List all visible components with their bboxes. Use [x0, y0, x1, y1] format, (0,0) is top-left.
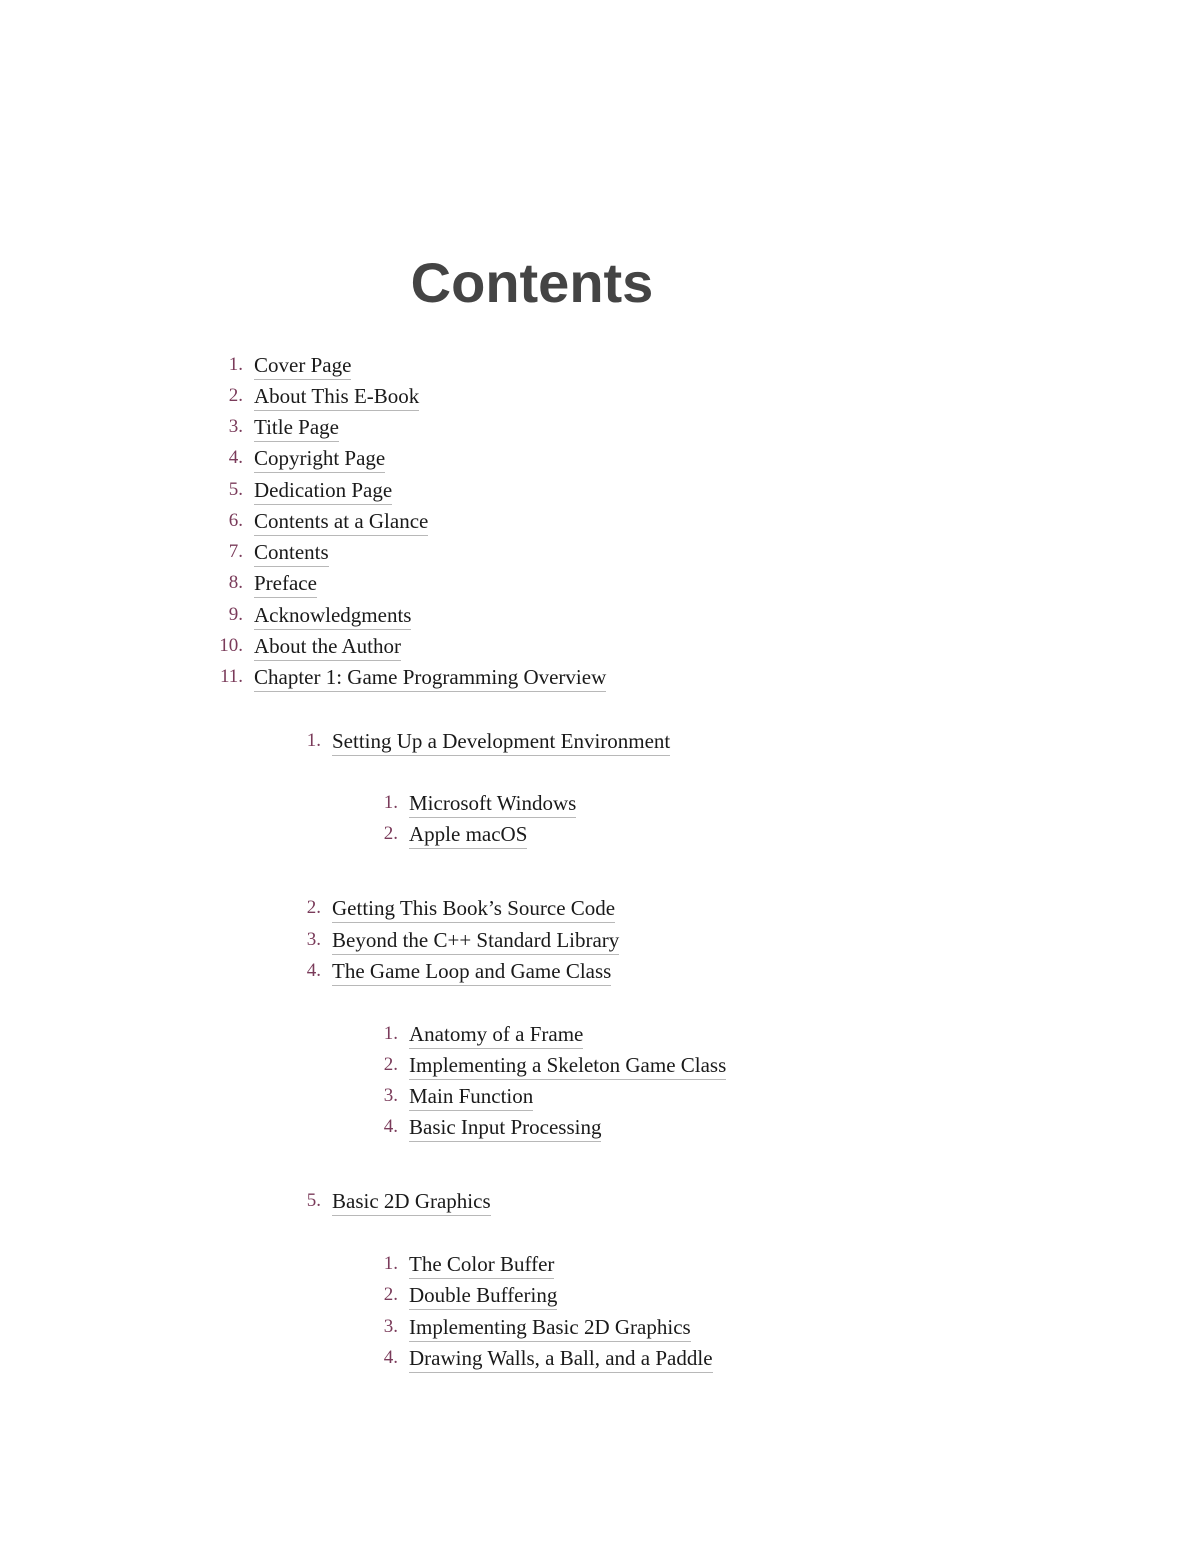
- toc-entry-number: 7.: [228, 541, 243, 562]
- toc-entry: [0, 383, 1200, 411]
- toc-entry-number: 3.: [383, 1316, 398, 1337]
- toc-entry-link[interactable]: Beyond the C++ Standard Library: [332, 927, 619, 955]
- toc-entry-number: 1.: [383, 1023, 398, 1044]
- toc-entry-number: 2.: [228, 385, 243, 406]
- toc-entry: [0, 895, 1200, 923]
- toc-entry-number: 1.: [383, 1253, 398, 1274]
- toc-entry-link[interactable]: Drawing Walls, a Ball, and a Paddle: [409, 1345, 713, 1373]
- toc-entry-link[interactable]: Chapter 1: Game Programming Overview: [254, 664, 606, 692]
- toc-entry: [0, 445, 1200, 473]
- toc-entry-number: 8.: [228, 572, 243, 593]
- toc-entry: [0, 352, 1200, 380]
- toc-entry-link[interactable]: Anatomy of a Frame: [409, 1021, 583, 1049]
- toc-entry: [0, 790, 1200, 818]
- toc-entry-number: 10.: [219, 635, 243, 656]
- toc-entry-number: 2.: [383, 823, 398, 844]
- toc-entry: [0, 1188, 1200, 1216]
- toc-entry: [0, 958, 1200, 986]
- toc-entry-number: 4.: [383, 1116, 398, 1137]
- toc-entry: [0, 508, 1200, 536]
- toc-entry-link[interactable]: About the Author: [254, 633, 401, 661]
- toc-entry-link[interactable]: Implementing a Skeleton Game Class: [409, 1052, 726, 1080]
- toc-entry-number: 11.: [219, 666, 243, 687]
- toc-entry-link[interactable]: Dedication Page: [254, 477, 392, 505]
- toc-entry-number: 1.: [306, 730, 321, 751]
- toc-entry-number: 4.: [383, 1347, 398, 1368]
- toc-entry: [0, 1251, 1200, 1279]
- toc-entry-number: 4.: [306, 960, 321, 981]
- toc-entry-number: 6.: [228, 510, 243, 531]
- toc-entry-number: 2.: [383, 1054, 398, 1075]
- toc-entry: [0, 1282, 1200, 1310]
- toc-entry-number: 1.: [383, 792, 398, 813]
- toc-entry-number: 5.: [306, 1190, 321, 1211]
- toc-entry: [0, 539, 1200, 567]
- toc-entry-link[interactable]: Contents: [254, 539, 329, 567]
- toc-entry-number: 1.: [228, 354, 243, 375]
- toc-entry-number: 3.: [383, 1085, 398, 1106]
- toc-entry: [0, 664, 1200, 692]
- toc-entry: [0, 1021, 1200, 1049]
- toc-entry-link[interactable]: Title Page: [254, 414, 339, 442]
- toc-entry: [0, 477, 1200, 505]
- toc-entry-link[interactable]: Preface: [254, 570, 317, 598]
- toc-entry-link[interactable]: The Game Loop and Game Class: [332, 958, 611, 986]
- toc-entry-link[interactable]: Setting Up a Development Environment: [332, 728, 670, 756]
- toc-entry-number: 3.: [306, 929, 321, 950]
- toc-entry-link[interactable]: Main Function: [409, 1083, 533, 1111]
- toc-entry-number: 5.: [228, 479, 243, 500]
- toc-entry: [0, 602, 1200, 630]
- toc-entry: [0, 1314, 1200, 1342]
- toc-entry-link[interactable]: Microsoft Windows: [409, 790, 576, 818]
- toc-entry: [0, 728, 1200, 756]
- toc-entry: [0, 570, 1200, 598]
- toc-entry-link[interactable]: Implementing Basic 2D Graphics: [409, 1314, 691, 1342]
- toc-entry-link[interactable]: Getting This Book’s Source Code: [332, 895, 615, 923]
- toc-entry-link[interactable]: The Color Buffer: [409, 1251, 554, 1279]
- toc-entry-number: 2.: [306, 897, 321, 918]
- toc-entry-link[interactable]: Acknowledgments: [254, 602, 411, 630]
- toc-entry: [0, 1114, 1200, 1142]
- toc-entry-link[interactable]: Basic Input Processing: [409, 1114, 601, 1142]
- toc-entry: [0, 414, 1200, 442]
- toc-entry: [0, 821, 1200, 849]
- toc-entry: [0, 1345, 1200, 1373]
- toc-entry: [0, 1052, 1200, 1080]
- toc-entry: [0, 633, 1200, 661]
- toc-entry-number: 2.: [383, 1284, 398, 1305]
- toc-entry-link[interactable]: Basic 2D Graphics: [332, 1188, 491, 1216]
- toc-entry-link[interactable]: Double Buffering: [409, 1282, 557, 1310]
- toc-entry: [0, 927, 1200, 955]
- toc-entry-link[interactable]: About This E-Book: [254, 383, 419, 411]
- toc-entry-link[interactable]: Apple macOS: [409, 821, 527, 849]
- toc-entry-number: 9.: [228, 604, 243, 625]
- toc-entry-link[interactable]: Contents at a Glance: [254, 508, 428, 536]
- toc-entry-link[interactable]: Cover Page: [254, 352, 351, 380]
- toc-entry: [0, 1083, 1200, 1111]
- toc-entry-number: 4.: [228, 447, 243, 468]
- toc-entry-link[interactable]: Copyright Page: [254, 445, 385, 473]
- toc-entry-number: 3.: [228, 416, 243, 437]
- page-title: Contents: [410, 251, 654, 314]
